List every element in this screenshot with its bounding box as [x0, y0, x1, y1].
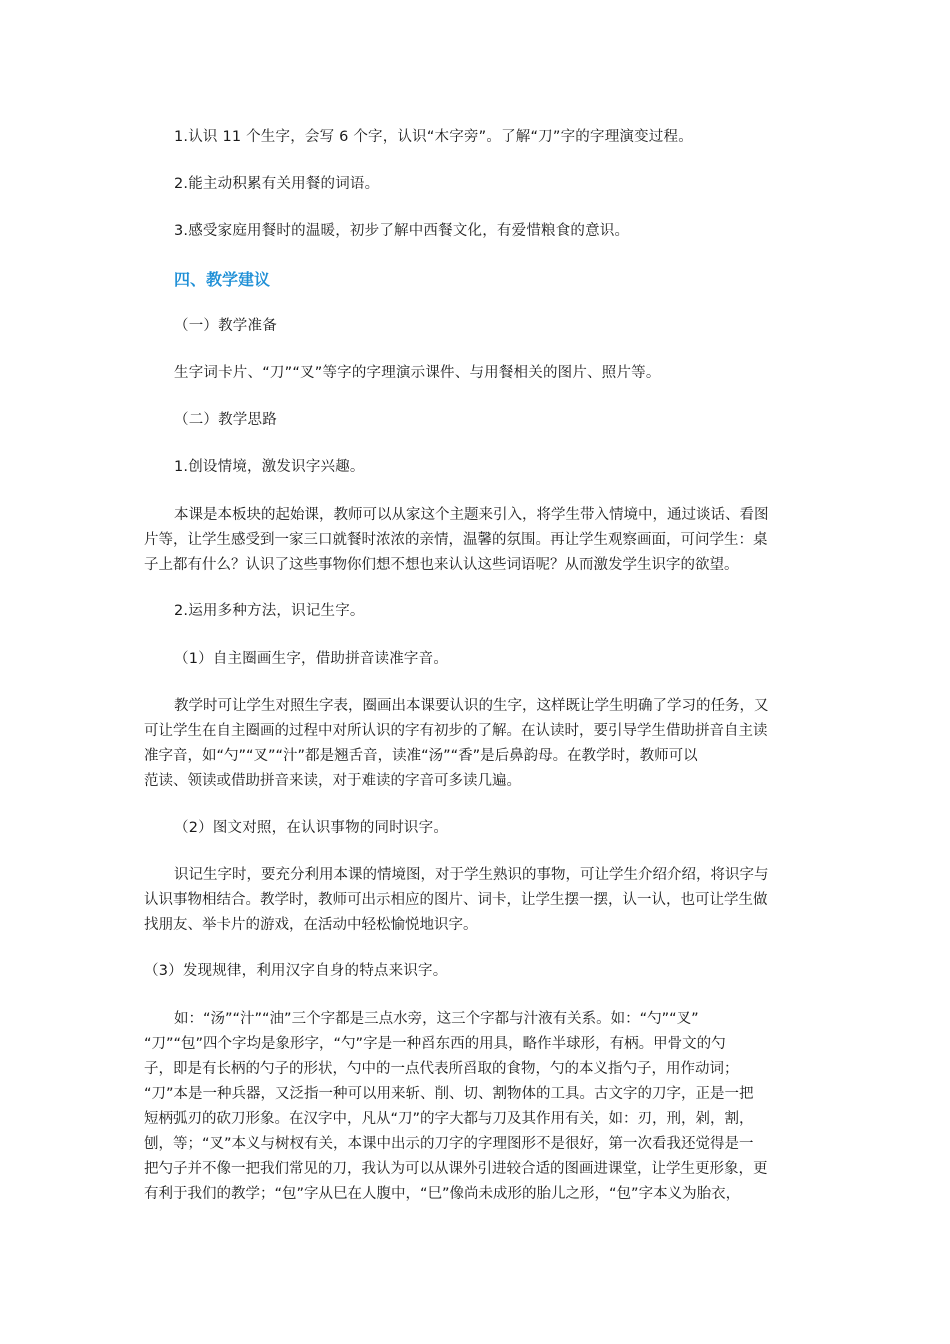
step1-paragraph: [144, 503, 800, 578]
sub2-line: 识记生字时，要充分利用本课的情境图，对于学生熟识的事物，可让学生介绍介绍，将识字与: [174, 867, 769, 883]
sub1-title: （1）自主圈画生字，借助拼音读准字音。: [174, 651, 449, 667]
section-heading: 四、教学建议: [174, 270, 271, 289]
objective-2: 2.能主动积累有关用餐的词语。: [174, 176, 380, 192]
sub3-title: （3）发现规律，利用汉字自身的特点来识字。: [144, 963, 448, 979]
step1-title: 1.创设情境，激发识字兴趣。: [174, 459, 365, 475]
sub3-line: “刀”本是一种兵器，又泛指一种可以用来斩、削、切、割物体的工具。古文字的刀字，正是一把: [144, 1086, 754, 1102]
approach-title: （二）教学思路: [174, 412, 277, 428]
sub3-line: 有利于我们的教学；“包”字从巳在人腹中，“巳”像尚未成形的胎儿之形，“包”字本义为胎衣，: [144, 1186, 741, 1202]
sub3-paragraph: [144, 1007, 800, 1207]
sub3-line: 子，即是有长柄的勺子的形状，勺中的一点代表所舀取的食物，勺的本义指勺子，用作动词；: [144, 1061, 739, 1077]
sub3-line: 把勺子并不像一把我们常见的刀，我认为可以从课外引进较合适的图画进课堂，让学生更形象，更: [144, 1161, 768, 1177]
sub3-line: 刨，等；“叉”本义与树杈有关，本课中出示的刀字的字理图形不是很好，第一次看我还觉得是一: [144, 1136, 754, 1152]
sub2-paragraph: [144, 863, 800, 938]
step1-line: 子上都有什么？认识了这些事物你们想不想也来认认这些词语呢？从而激发学生识字的欲望。: [144, 557, 739, 573]
sub3-line: 如：“汤”“汁”“油”三个字都是三点水旁，这三个字都与汁液有关系。如：“勺”“叉”: [174, 1011, 699, 1027]
sub1-line: 范读、领读或借助拼音来读，对于难读的字音可多读几遍。: [144, 773, 521, 789]
objective-3: 3.感受家庭用餐时的温暖，初步了解中西餐文化，有爱惜粮食的意识。: [174, 223, 630, 239]
sub2-line: 认识事物相结合。教学时，教师可出示相应的图片、词卡，让学生摆一摆，认一认，也可让学生做: [144, 892, 768, 908]
sub3-line: “刀”“包”四个字均是象形字，“勺”字是一种舀东西的用具，略作半球形，有柄。甲骨文的勺: [144, 1036, 726, 1052]
sub1-paragraph: [144, 694, 800, 794]
sub1-line: 可让学生在自主圈画的过程中对所认识的字有初步的了解。在认读时，要引导学生借助拼音自主读: [144, 723, 768, 739]
prep-title: （一）教学准备: [174, 318, 277, 334]
step2-title: 2.运用多种方法，识记生字。: [174, 603, 365, 619]
prep-text: 生字词卡片、“刀”“叉”等字的字理演示课件、与用餐相关的图片、照片等。: [174, 365, 661, 381]
sub1-line: 准字音，如“勺”“叉”“汁”都是翘舌音，读准“汤”“香”是后鼻韵母。在教学时，教师可以: [144, 748, 698, 764]
step1-line: 片等，让学生感受到一家三口就餐时浓浓的亲情，温馨的氛围。再让学生观察画面，可问学生：桌: [144, 532, 768, 548]
objective-1: 1.认识 11 个生字，会写 6 个字，认识“木字旁”。了解“刀”字的字理演变过程。: [174, 129, 693, 145]
sub1-line: 教学时可让学生对照生字表，圈画出本课要认识的生字，这样既让学生明确了学习的任务，又: [174, 698, 769, 714]
step1-line: 本课是本板块的起始课，教师可以从家这个主题来引入，将学生带入情境中，通过谈话、看图: [174, 507, 769, 523]
sub3-line: 短柄弧刃的砍刀形象。在汉字中，凡从“刀”的字大都与刀及其作用有关，如：刃，刑，剁，割，: [144, 1111, 754, 1127]
sub2-line: 找朋友、举卡片的游戏，在活动中轻松愉悦地识字。: [144, 917, 478, 933]
sub2-title: （2）图文对照，在认识事物的同时识字。: [174, 820, 449, 836]
